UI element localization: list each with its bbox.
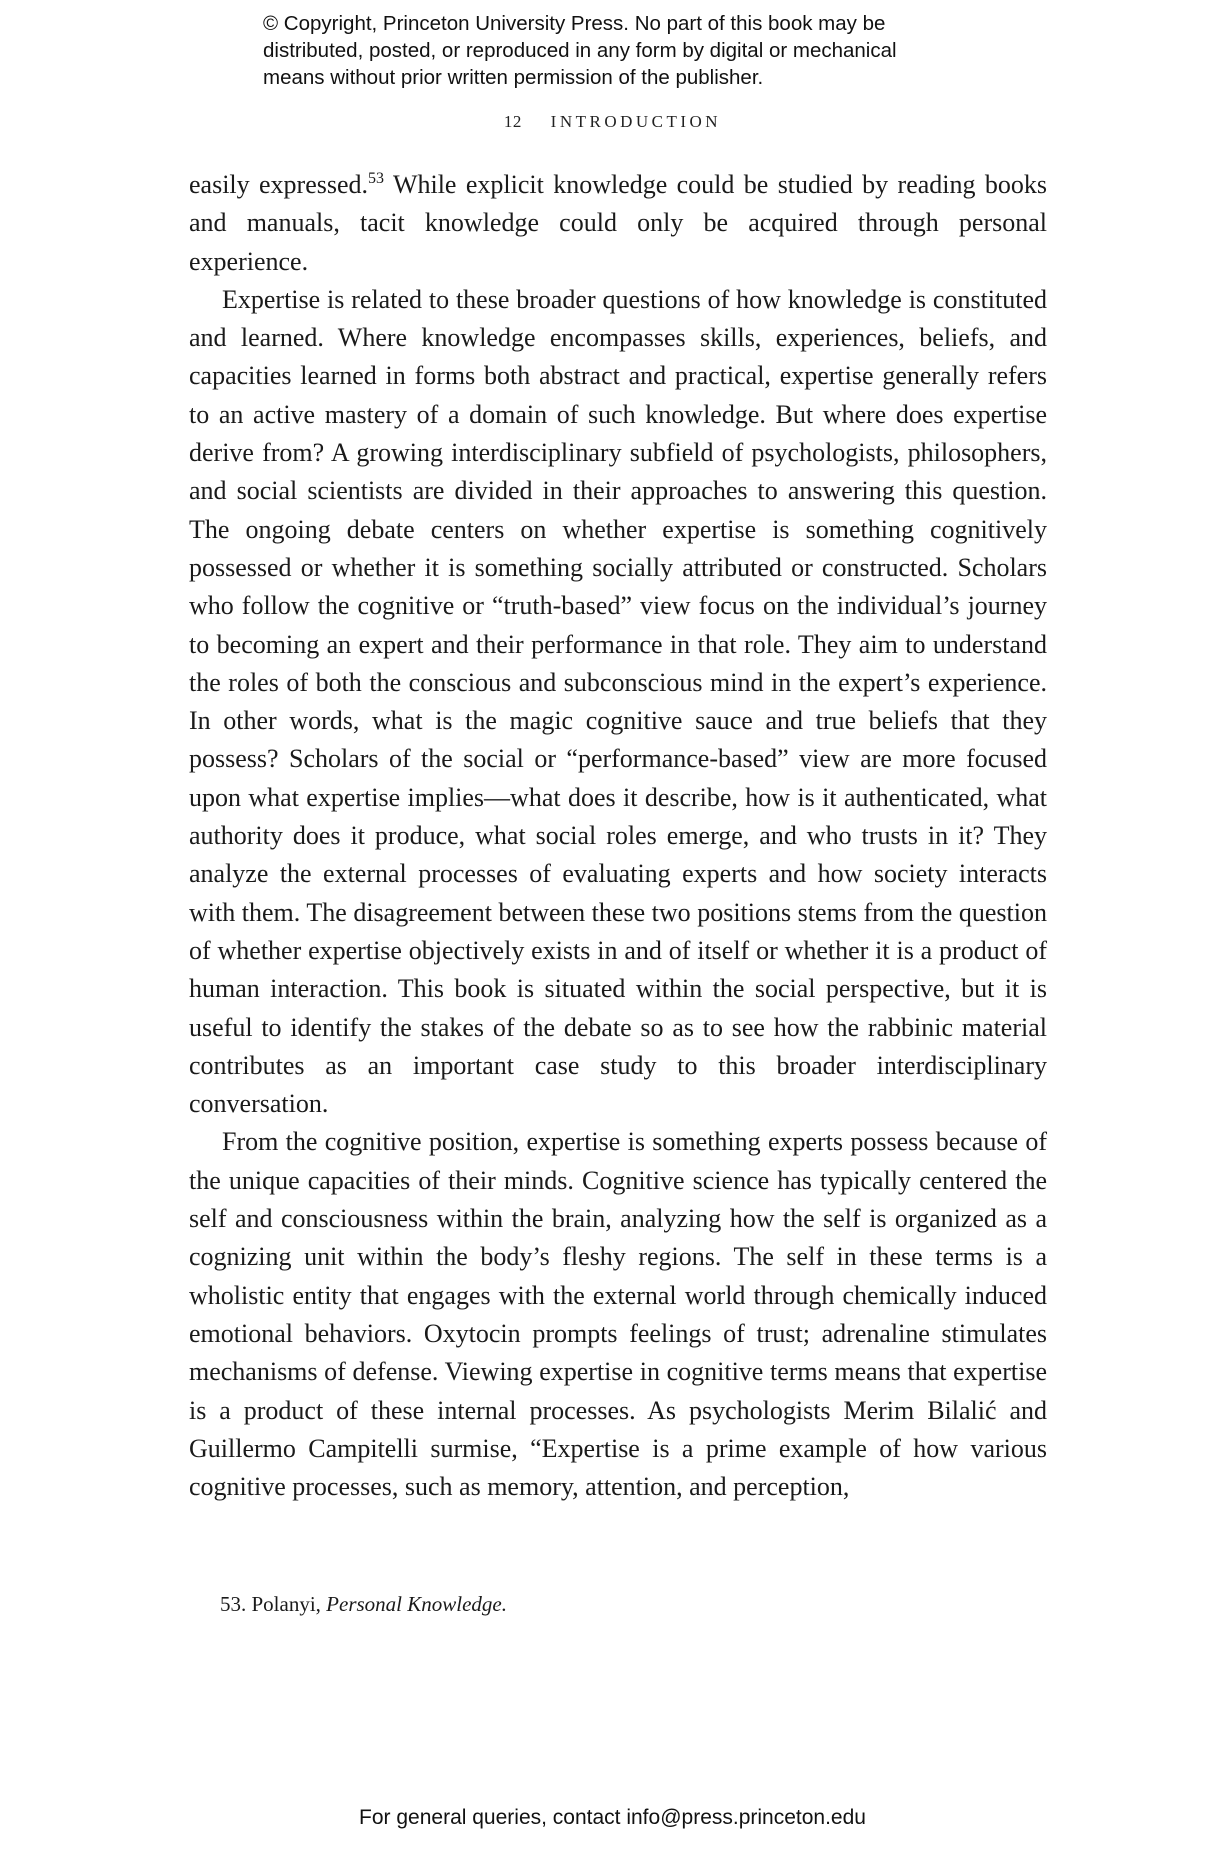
footnote-reference[interactable]: 53 bbox=[368, 170, 385, 187]
page-number: 12 bbox=[503, 112, 522, 131]
contact-line: For general queries, contact info@press.princeton.edu bbox=[359, 1806, 866, 1829]
paragraph-1 bbox=[189, 166, 1047, 281]
copyright-line: means without prior written permission of the publisher. bbox=[263, 66, 764, 89]
footnote-author: Polanyi, bbox=[251, 1592, 321, 1616]
footnote-number: 53. bbox=[220, 1592, 247, 1616]
body-text bbox=[189, 166, 1047, 1506]
chapter-title: INTRODUCTION bbox=[550, 112, 722, 131]
paragraph-1-rest: While explicit knowledge could be studied by reading books and manuals, tacit knowledge could only be acquired through personal experience. bbox=[189, 170, 1047, 276]
running-head bbox=[0, 112, 1225, 132]
footnote bbox=[220, 1592, 507, 1617]
footnote-title: Personal Knowledge. bbox=[326, 1592, 507, 1616]
copyright-line: distributed, posted, or reproduced in any form by digital or mechanical bbox=[263, 39, 897, 62]
copyright-notice bbox=[263, 10, 1023, 91]
copyright-line: © Copyright, Princeton University Press. No part of this book may be bbox=[263, 12, 886, 35]
paragraph-3: From the cognitive position, expertise is something experts possess because of the unique capacities of their minds. Cognitive science has typically centered the self and consciousness within the brain, analyzing how the self is organized as a cognizing unit within the body’s fleshy regions. The self in these terms is a wholistic entity that engages with the external world through chemically induced emotional behaviors. Oxytocin prompts feelings of trust; adrenaline stimulates mechanisms of defense. Viewing expertise in cognitive terms means that expertise is a product of these internal processes. As psychologists Merim Bilalić and Guillermo Campitelli surmise, “Expertise is a prime example of how various cognitive processes, such as memory, attention, and perception, bbox=[189, 1127, 1047, 1502]
paragraph-2: Expertise is related to these broader questions of how knowledge is constituted and learned. Where knowledge encompasses skills, experiences, beliefs, and capacities learned in forms both abstract and practical, expertise generally refers to an active mastery of a domain of such knowledge. But where does expertise derive from? A growing interdisciplinary subfield of psychologists, philosophers, and social scientists are divided in their approaches to answering this question. The ongoing debate centers on whether expertise is something cognitively possessed or whether it is something socially attributed or constructed. Scholars who follow the cognitive or “truth-based” view focus on the individual’s journey to becoming an expert and their performance in that role. They aim to understand the roles of both the conscious and subconscious mind in the expert’s experience. In other words, what is the magic cognitive sauce and true beliefs that they possess? Scholars of the social or “performance-based” view are more focused upon what expertise implies—what does it describe, how is it authenticated, what authority does it produce, what social roles emerge, and who trusts in it? They analyze the external processes of evaluating experts and how society interacts with them. The disagreement between these two positions stems from the question of whether expertise objectively exists in and of itself or whether it is a product of human interaction. This book is situated within the social perspective, but it is useful to identify the stakes of the debate so as to see how the rabbinic material contributes as an important case study to this broader interdisciplinary conversation. bbox=[189, 284, 1047, 1119]
paragraph-1-start: easily expressed. bbox=[189, 170, 369, 199]
